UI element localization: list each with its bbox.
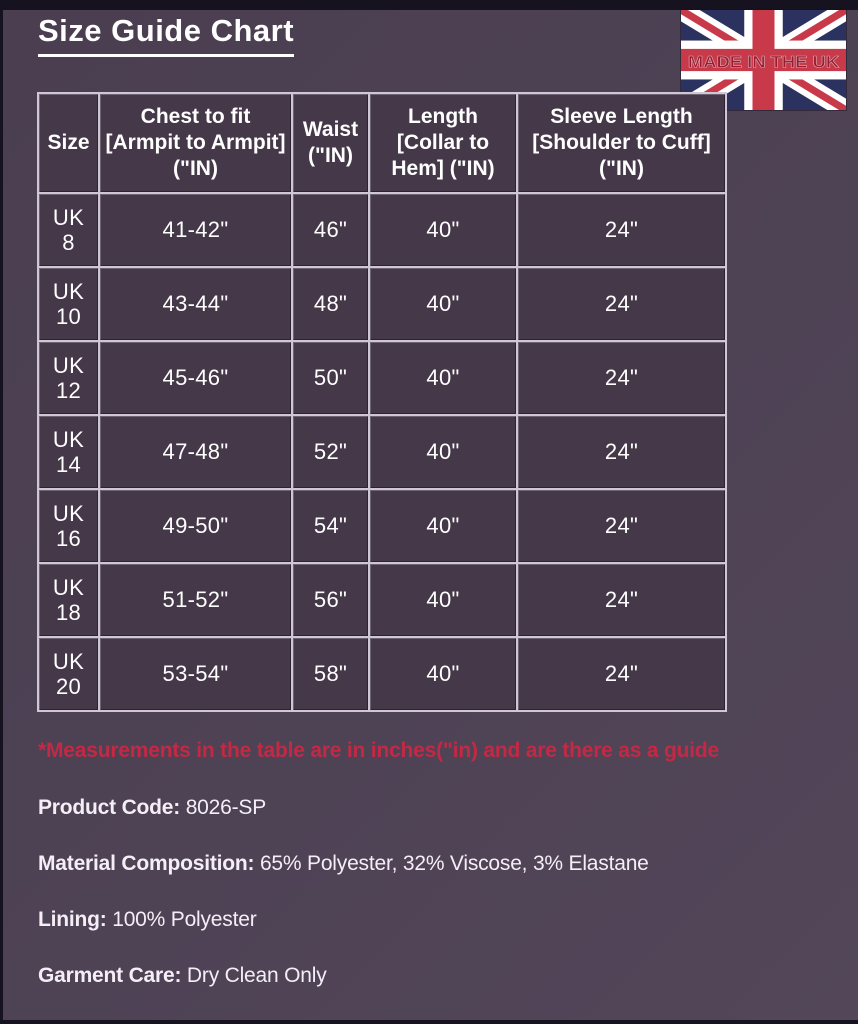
cell-size — [38, 637, 99, 711]
column-header-length: Length [Collar to Hem] ("IN) — [369, 93, 517, 193]
product-code-line — [38, 796, 649, 820]
detail-value: 65% Polyester, 32% Viscose, 3% Elastane — [254, 852, 649, 875]
photo-edge-left — [0, 0, 3, 1024]
table-row — [38, 489, 726, 563]
detail-label: Product Code: — [38, 796, 181, 819]
cell-chest: 51-52" — [99, 563, 292, 637]
size-label: UK 10 — [52, 278, 85, 329]
cell-waist: 46" — [292, 193, 369, 267]
page-title: Size Guide Chart — [38, 13, 294, 57]
table-row — [38, 341, 726, 415]
cell-length: 40" — [369, 489, 517, 563]
column-header-waist: Waist ("IN) — [292, 93, 369, 193]
cell-size — [38, 415, 99, 489]
cell-waist: 48" — [292, 267, 369, 341]
cell-chest: 45-46" — [99, 341, 292, 415]
photo-edge-top — [0, 0, 858, 10]
cell-size — [38, 489, 99, 563]
cell-length: 40" — [369, 563, 517, 637]
cell-sleeve: 24" — [517, 637, 726, 711]
cell-size — [38, 563, 99, 637]
cell-chest: 49-50" — [99, 489, 292, 563]
size-label: UK 18 — [52, 574, 85, 625]
size-label: UK 8 — [52, 204, 85, 255]
cell-length: 40" — [369, 637, 517, 711]
header-row — [38, 93, 726, 193]
cell-size — [38, 341, 99, 415]
column-header-size: Size — [38, 93, 99, 193]
cell-size — [38, 267, 99, 341]
table-row — [38, 193, 726, 267]
cell-sleeve: 24" — [517, 267, 726, 341]
size-label: UK 14 — [52, 426, 85, 477]
cell-waist: 58" — [292, 637, 369, 711]
cell-length: 40" — [369, 341, 517, 415]
size-label: UK 12 — [52, 352, 85, 403]
garment-care-line — [38, 964, 649, 988]
detail-value: 8026-SP — [180, 796, 267, 819]
detail-value: 100% Polyester — [106, 908, 257, 931]
product-details — [38, 796, 649, 1020]
cell-chest: 41-42" — [99, 193, 292, 267]
table-row — [38, 267, 726, 341]
cell-sleeve: 24" — [517, 415, 726, 489]
cell-sleeve: 24" — [517, 193, 726, 267]
measurement-note: *Measurements in the table are in inches("in) and are there as a guide — [38, 739, 719, 762]
size-label: UK 20 — [52, 648, 85, 699]
made-in-uk-badge-text: MADE IN THE UK — [687, 52, 840, 72]
detail-label: Material Composition: — [38, 852, 255, 875]
lining-line — [38, 908, 649, 932]
size-label: UK 16 — [52, 500, 85, 551]
column-header-chest: Chest to fit [Armpit to Armpit] ("IN) — [99, 93, 292, 193]
table-row — [38, 415, 726, 489]
cell-sleeve: 24" — [517, 563, 726, 637]
detail-value: Dry Clean Only — [181, 964, 327, 987]
cell-chest: 53-54" — [99, 637, 292, 711]
detail-label: Garment Care: — [38, 964, 182, 987]
cell-waist: 56" — [292, 563, 369, 637]
material-composition-line — [38, 852, 649, 876]
cell-size — [38, 193, 99, 267]
table-row — [38, 563, 726, 637]
cell-waist: 52" — [292, 415, 369, 489]
cell-chest: 43-44" — [99, 267, 292, 341]
cell-sleeve: 24" — [517, 341, 726, 415]
column-header-sleeve: Sleeve Length [Shoulder to Cuff] ("IN) — [517, 93, 726, 193]
cell-length: 40" — [369, 267, 517, 341]
cell-waist: 50" — [292, 341, 369, 415]
size-guide-table — [37, 92, 727, 712]
cell-chest: 47-48" — [99, 415, 292, 489]
photo-edge-bottom — [0, 1020, 858, 1024]
detail-label: Lining: — [38, 908, 107, 931]
cell-sleeve: 24" — [517, 489, 726, 563]
cell-waist: 54" — [292, 489, 369, 563]
cell-length: 40" — [369, 415, 517, 489]
cell-length: 40" — [369, 193, 517, 267]
table-row — [38, 637, 726, 711]
